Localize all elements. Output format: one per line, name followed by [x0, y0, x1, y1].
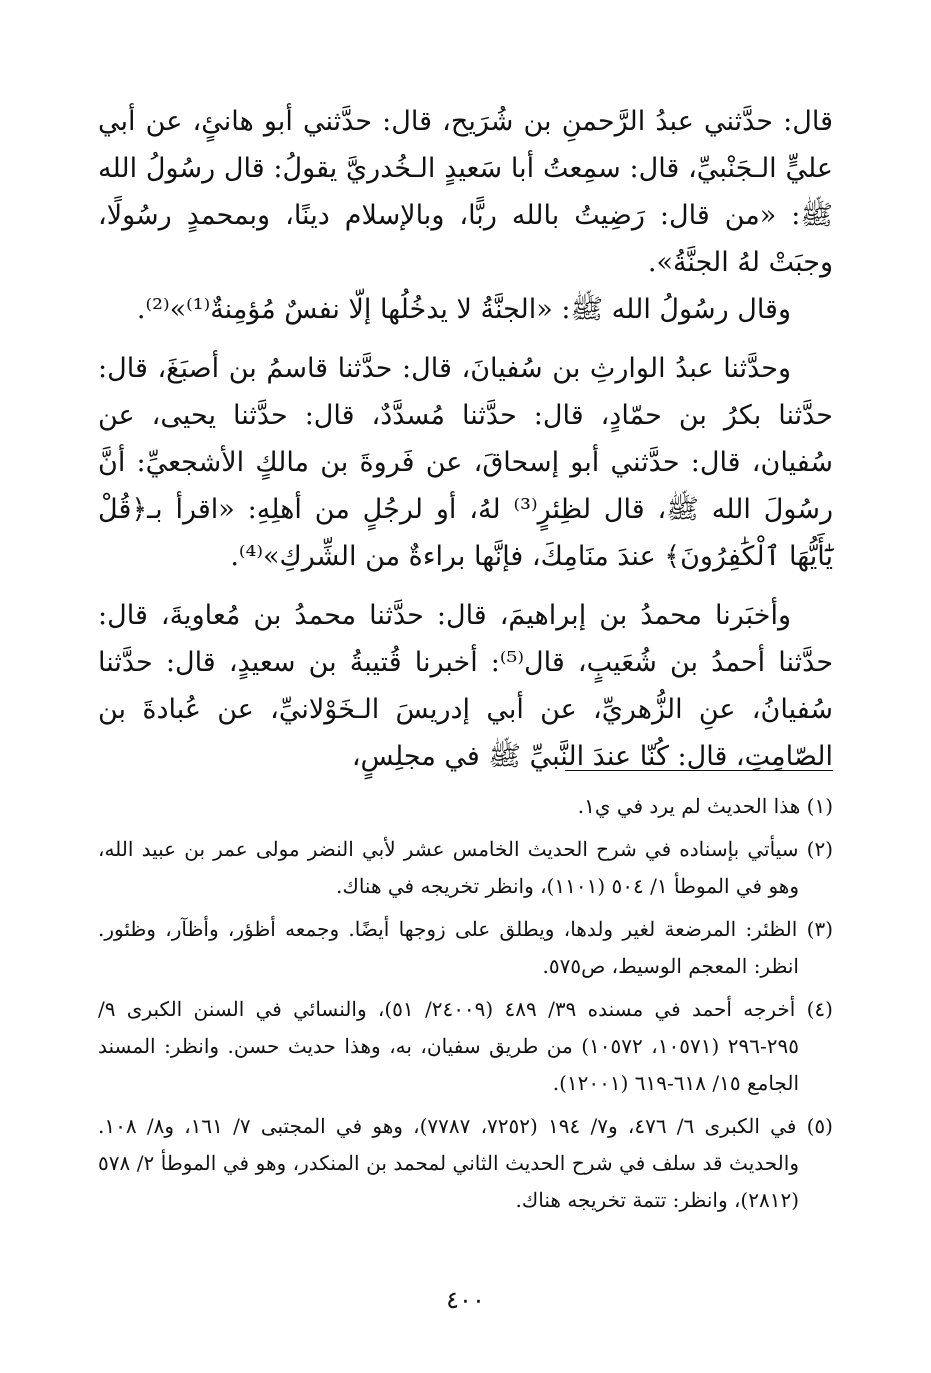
main-text [98, 98, 833, 780]
footnote-2: (٢) سيأتي بإسناده في شرح الحديث الخامس عشر لأبي النضر مولى عمر بن عبيد الله، وهو في الموطأ ١/ ٥٠٤ (١١٠١)، وانظر تخريجه في هناك. [98, 837, 833, 898]
footnote-3: (٣) الظئر: المرضعة لغير ولدها، ويطلق على زوجها أيضًا. وجمعه أظؤر، وأظآر، وظئور. انظر: المعجم الوسيط، ص٥٧٥. [98, 917, 833, 978]
page-number: ٤٠٠ [446, 1286, 485, 1314]
footnote-4: (٤) أخرجه أحمد في مسنده ٣٩/ ٤٨٩ (٢٤٠٠٩/ ٥١)، والنسائي في السنن الكبرى ٩/ ٢٩٥-٢٩٦ (١٠٥٧١، ١٠٥٧٢) من طريق سفيان، به، وهذا حديث حسن. وانظر: المسند الجامع ١٥/ ٦١٨-٦١٩ (١٢٠٠١). [98, 997, 833, 1095]
paragraph-3: وحدَّثنا عبدُ الوارثِ بن سُفيانَ، قال: حدَّثنا قاسمُ بن أصبَغَ، قال: حدَّثنا بكرُ بن حمّادٍ، قال: حدَّثنا مُسدَّدٌ، قال: حدَّثنا يحيى، عن سُفيان، قال: حدَّثني أبو إسحاقَ، عن فَروةَ بن مالكٍ الأشجعيِّ: أنَّ رسُولَ الله ﷺ، قال لظِئرٍ⁽³⁾ لهُ، أو لرجُلٍ من أهلِهِ: «اقرأ بـ﴿قُلْ يَٰٓأَيُّهَا ٱلْكَٰفِرُونَ﴾ عندَ منَامِكَ، فإنَّها براءةٌ من الشِّركِ»⁽⁴⁾. [98, 353, 833, 572]
paragraph-4: وأخبَرنا محمدُ بن إبراهيمَ، قال: حدَّثنا محمدُ بن مُعاويةَ، قال: حدَّثنا أحمدُ بن شُعَيبٍ، قال⁽⁵⁾: أخبرنا قُتيبةُ بن سعيدٍ، قال: حدَّثنا سُفيانُ، عنِ الزُّهريِّ، عن أبي إدريسَ الـخَوْلانيِّ، عن عُبادةَ بن الصّامِتِ، قال: كُنّا عندَ النَّبيِّ ﷺ في مجلِسٍ، [98, 600, 834, 772]
paragraph-2: وقال رسُولُ الله ﷺ: «الجنَّةُ لا يدخُلُها إلّا نفسٌ مُؤمِنةٌ⁽¹⁾»⁽²⁾. [136, 294, 791, 325]
footnotes [98, 788, 833, 1225]
footnote-5: (٥) في الكبرى ٦/ ٤٧٦، و٧/ ١٩٤ (٧٢٥٢، ٧٧٨٧)، وهو في المجتبى ٧/ ١٦١، و٨/ ١٠٨. والحديث قد سلف في شرح الحديث الثاني لمحمد بن المنكدر، وهو في الموطأ ٢/ ٥٧٨ (٢٨١٢)، وانظر: تتمة تخريجه هناك. [98, 1114, 833, 1212]
footnote-1: (١) هذا الحديث لم يرد في ي١. [577, 794, 833, 818]
footnote-divider [565, 770, 833, 771]
paragraph-1: قال: حدَّثني عبدُ الرَّحمنِ بن شُرَيح، قال: حدَّثني أبو هانئٍ، عن أبي عليٍّ الـجَنْبيِّ، قال: سمِعتُ أبا سَعيدٍ الـخُدريَّ يقولُ: قال رسُولُ الله ﷺ: «من قال: رَضِيتُ بالله ربًّا، وبالإسلام دينًا، وبمحمدٍ رسُولًا، وجبَتْ لهُ الجنَّةُ». [98, 106, 833, 278]
